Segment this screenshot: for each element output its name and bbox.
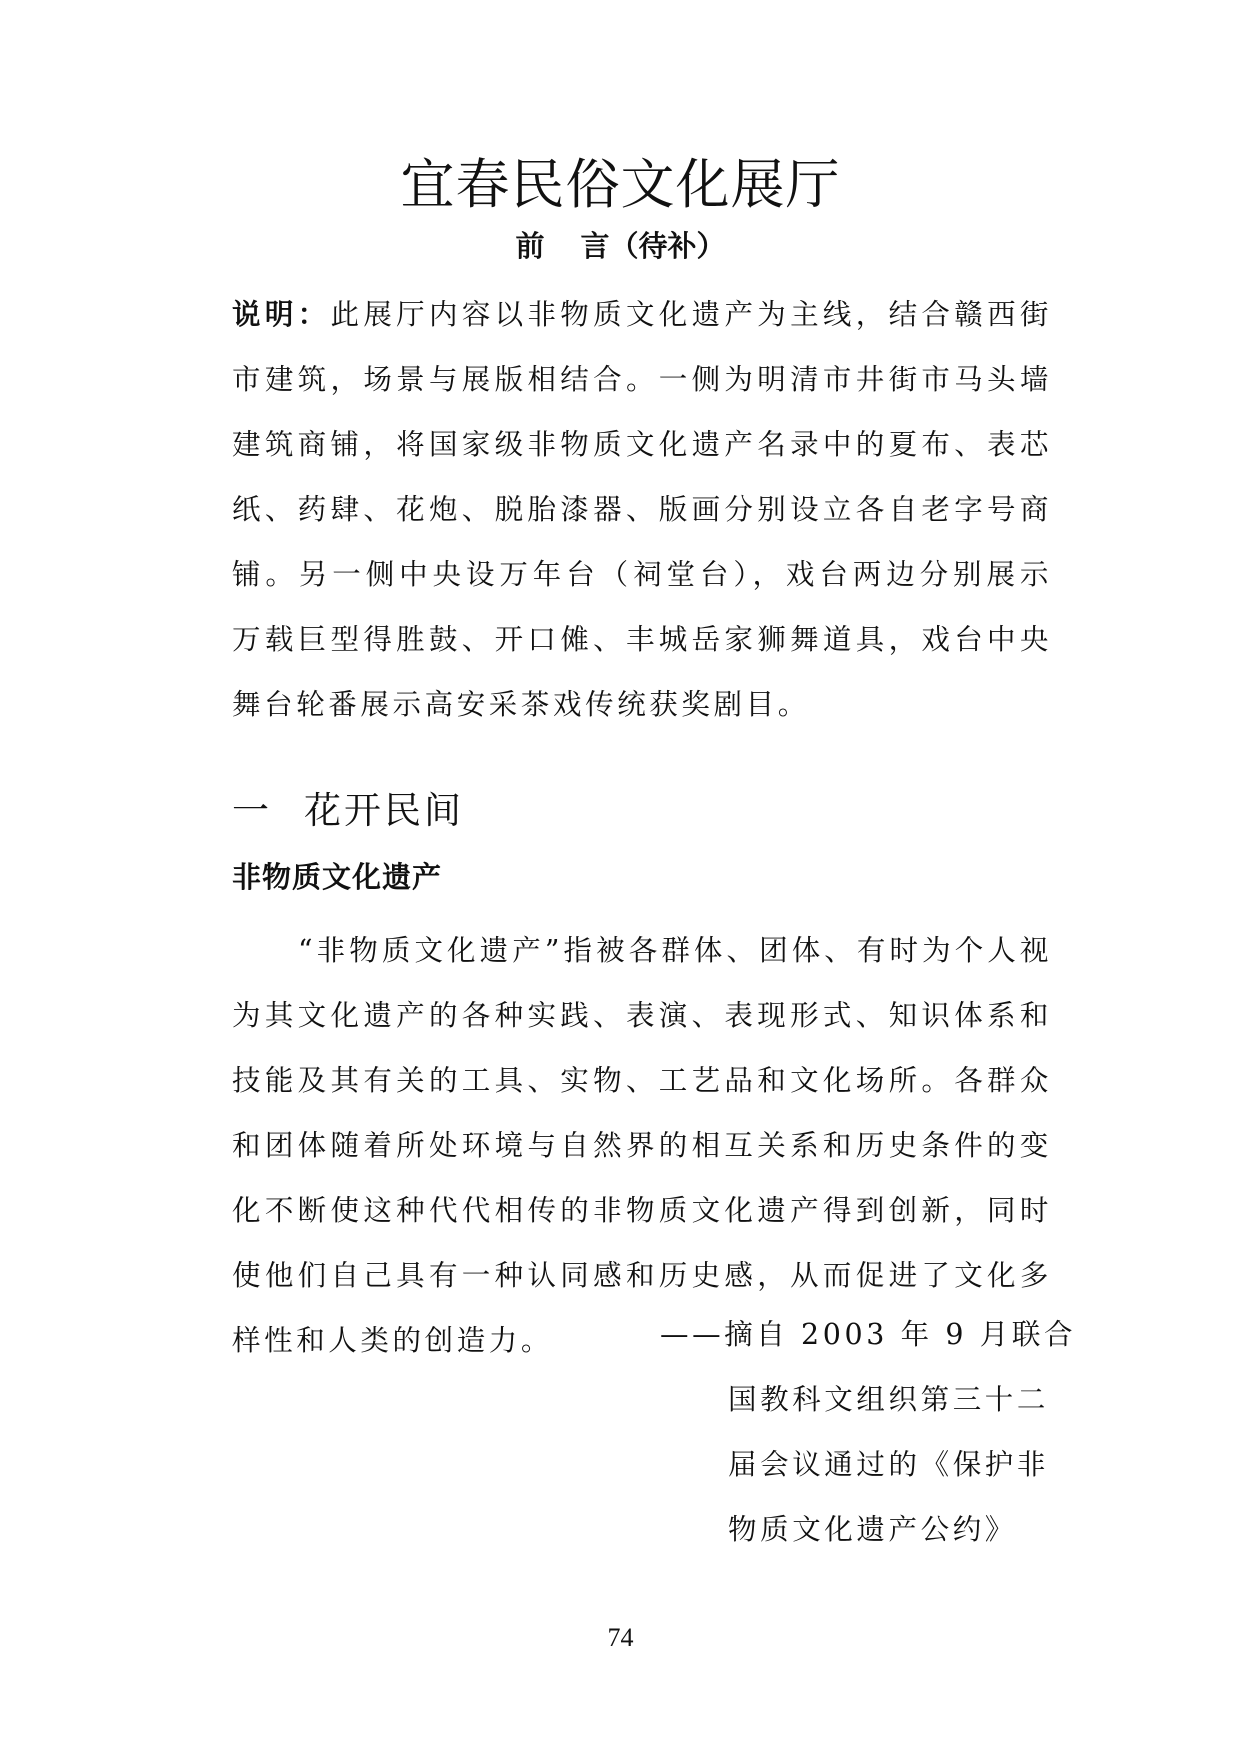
preface-heading-part1: 前	[515, 229, 545, 263]
section-heading	[232, 785, 464, 837]
page-title: 宜春民俗文化展厅	[400, 153, 841, 216]
preface-heading-part2: 言（待补）	[580, 229, 726, 263]
intro-text: 此展厅内容以非物质文化遗产为主线，结合赣西街市建筑，场景与展版相结合。一侧为明清市井街市马头墙建筑商铺，将国家级非物质文化遗产名录中的夏布、表芯纸、药肆、花炮、脱胎漆器、版画分别设立各自老字号商铺。另一侧中央设万年台（祠堂台），戏台两边分别展示万载巨型得胜鼓、开口傩、丰城岳家狮舞道具，戏台中央舞台轮番展示高安采茶戏传统获奖剧目。	[232, 298, 1053, 721]
intro-label: 说明：	[232, 298, 331, 331]
sub-heading: 非物质文化遗产	[232, 860, 443, 894]
quote-source-line: 届会议通过的《保护非	[728, 1448, 1050, 1481]
section-title: 花开民间	[304, 789, 464, 832]
body-paragraph: “非物质文化遗产”指被各群体、团体、有时为个人视为其文化遗产的各种实践、表演、表现形式、知识体系和技能及其有关的工具、实物、工艺品和文化场所。各群众和团体随着所处环境与自然界的相互关系和历史条件的变化不断使这种代代相传的非物质文化遗产得到创新，同时使他们自己具有一种认同感和历史感，从而促进了文化多样性和人类的创造力。	[232, 934, 1052, 1357]
preface-heading	[0, 224, 1241, 268]
section-number: 一	[232, 789, 272, 832]
quote-source-line: ——摘自 2003 年 9 月联合	[660, 1318, 1077, 1351]
quote-source-line: 物质文化遗产公约》	[728, 1513, 1017, 1546]
intro-paragraph	[232, 282, 1052, 737]
page-number: 74	[607, 1623, 634, 1652]
quote-source-line: 国教科文组织第三十二	[728, 1383, 1050, 1416]
quote-source-block	[728, 1367, 1052, 1562]
